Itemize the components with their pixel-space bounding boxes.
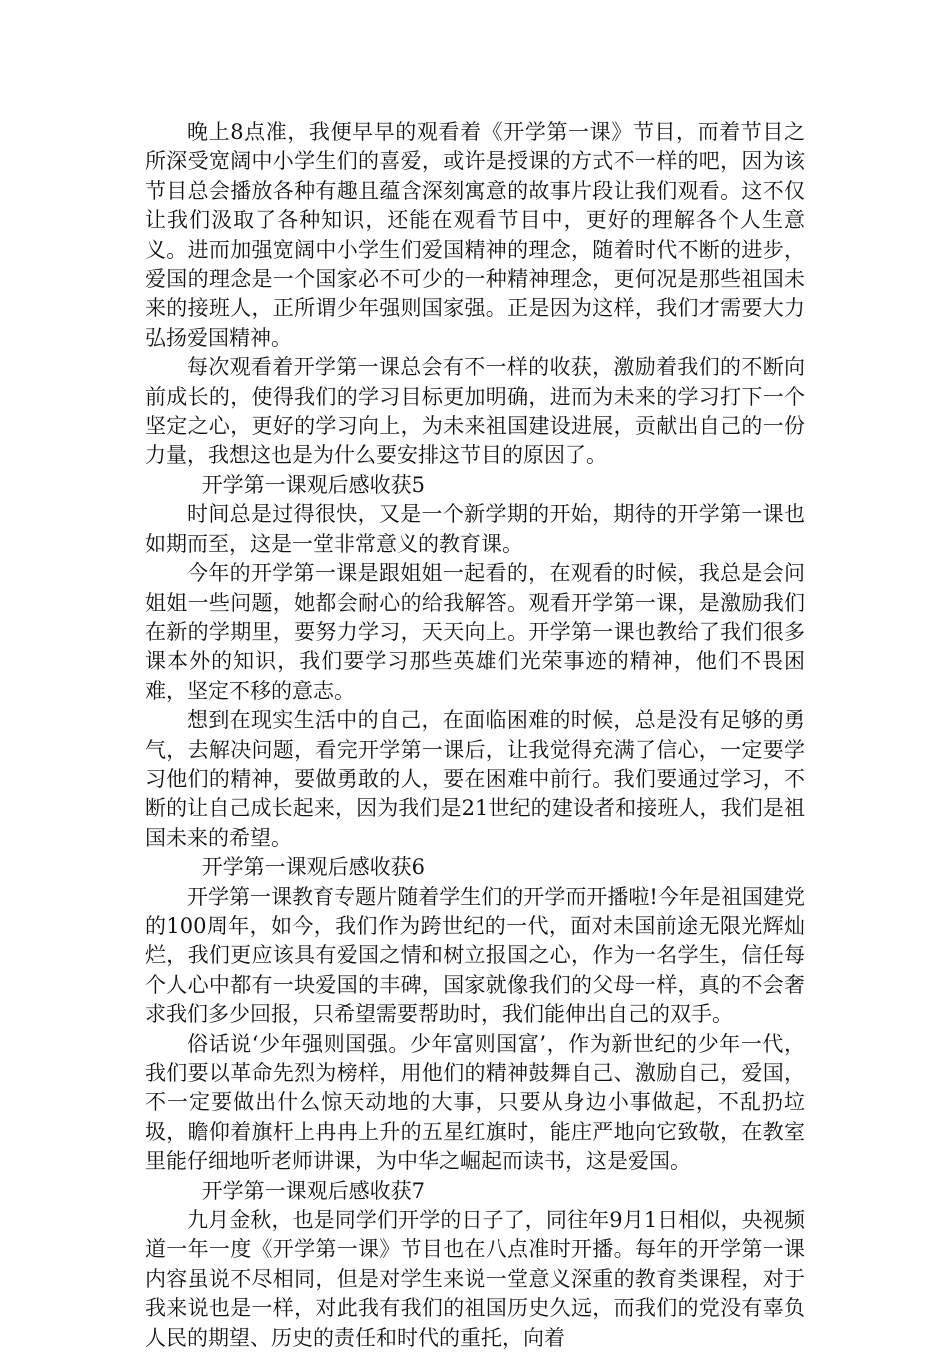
section-heading-5: 开学第一课观后感收获5 <box>201 472 426 497</box>
paragraph-1: 晚上8点准，我便早早的观看着《开学第一课》节目，而着节目之所深受宽阔中小学生们的喜爱，或许是授课的方式不一样的吧，因为该节目总会播放各种有趣且蕴含深刻寓意的故事片段让我们观看。这不仅让我们汲取了各种知识，还能在观看节目中，更好的理解各个人生意义。进而加强宽阔中小学生们爱国精神的理念，随着时代不断的进步，爱国的理念是一个国家必不可少的一种精神理念，更何况是那些祖国未来的接班人，正所谓少年强则国家强。正是因为这样，我们才需要大力弘扬爱国精神。 <box>145 120 805 350</box>
paragraph-5: 想到在现实生活中的自己，在面临困难的时候，总是没有足够的勇气，去解决问题，看完开学第一课后，让我觉得充满了信心，一定要学习他们的精神，要做勇敢的人，要在困难中前行。我们要通过学习，不断的让自己成长起来，因为我们是21世纪的建设者和接班人，我们是祖国未来的希望。 <box>145 708 805 850</box>
document-body <box>145 118 805 1353</box>
paragraph-7: 俗话说‘少年强则国强。少年富则国富’，作为新世纪的少年一代，我们要以革命先烈为榜样，用他们的精神鼓舞自己、激励自己，爱国，不一定要做出什么惊天动地的大事，只要从身边小事做起，不乱扔垃圾，瞻仰着旗杆上冉冉上升的五星红旗时，能庄严地向它致敬，在教室里能仔细地听老师讲课，为中华之崛起而读书，这是爱国。 <box>145 1031 805 1174</box>
paragraph-2: 每次观看着开学第一课总会有不一样的收获，激励着我们的不断向前成长的，使得我们的学习目标更加明确，进而为未来的学习打下一个坚定之心，更好的学习向上，为未来祖国建设进展，贡献出自己的一份力量，我想这也是为什么要安排这节目的原因了。 <box>145 355 805 468</box>
section-heading-6: 开学第一课观后感收获6 <box>201 855 426 880</box>
paragraph-8: 九月金秋，也是同学们开学的日子了，同往年9月1日相似，央视频道一年一度《开学第一课》节目也在八点准时开播。每年的开学第一课内容虽说不尽相同，但是对学生来说一堂意义深重的教育类课程，对于我来说也是一样，对此我有我们的祖国历史久远，而我们的党没有辜负人民的期望、历史的责任和时代的重托，向着 <box>145 1208 805 1350</box>
paragraph-3: 时间总是过得很快，又是一个新学期的开始，期待的开学第一课也如期而至，这是一堂非常意义的教育课。 <box>145 502 805 556</box>
section-heading-7: 开学第一课观后感收获7 <box>201 1178 426 1203</box>
paragraph-4: 今年的开学第一课是跟姐姐一起看的，在观看的时候，我总是会问姐姐一些问题，她都会耐心的给我解答。观看开学第一课，是激励我们在新的学期里，要努力学习，天天向上。开学第一课也教给了我们很多课本外的知识，我们要学习那些英雄们光荣事迹的精神，他们不畏困难，坚定不移的意志。 <box>145 561 805 703</box>
paragraph-6: 开学第一课教育专题片随着学生们的开学而开播啦!今年是祖国建党的100周年，如今，我们作为跨世纪的一代，面对未国前途无限光辉灿烂，我们更应该具有爱国之情和树立报国之心，作为一名学生，信任每个人心中都有一块爱国的丰碑，国家就像我们的父母一样，真的不会奢求我们多少回报，只希望需要帮助时，我们能伸出自己的双手。 <box>145 884 805 1027</box>
